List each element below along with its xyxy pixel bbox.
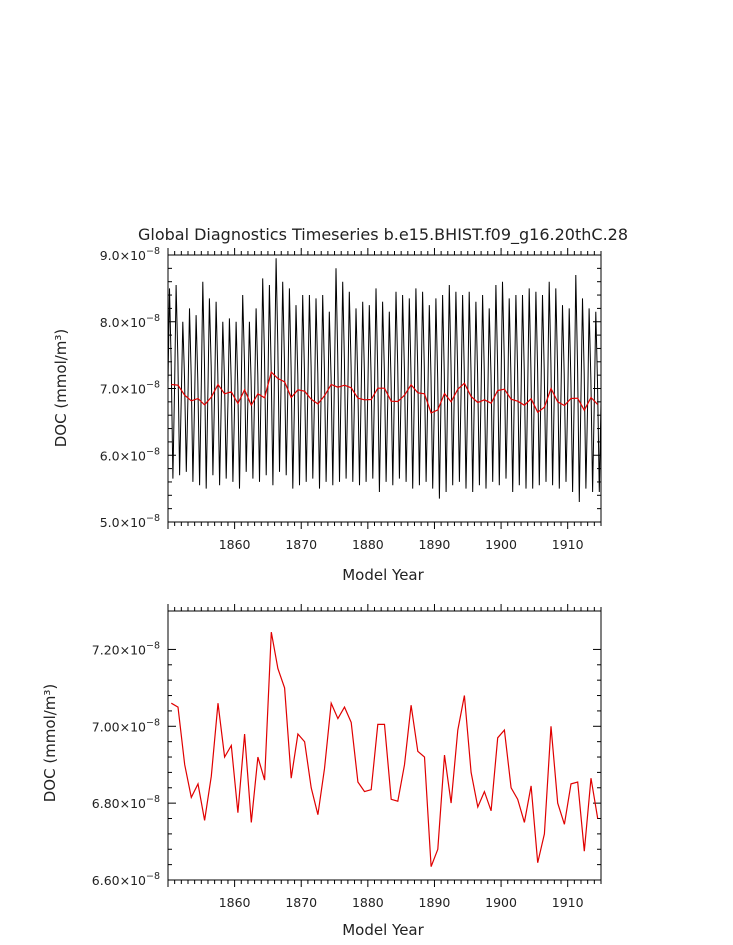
x-tick-label: 1890 bbox=[418, 537, 451, 552]
y-tick-label: $6.80\times 10^{-8}$ bbox=[91, 794, 160, 812]
monthly-series-line bbox=[168, 258, 601, 502]
x-tick-label: 1900 bbox=[485, 895, 517, 910]
y-tick-label: $7.0\times 10^{-8}$ bbox=[99, 379, 160, 397]
x-tick-label: 1880 bbox=[351, 895, 384, 910]
y-tick-label: $5.0\times 10^{-8}$ bbox=[99, 513, 160, 530]
x-tick-label: 1900 bbox=[485, 537, 517, 552]
bottom-y-axis-label: DOC (mmol/m³) bbox=[41, 683, 59, 803]
x-tick-label: 1860 bbox=[218, 537, 251, 552]
bottom-panel bbox=[41, 604, 601, 939]
bottom-plot-area bbox=[92, 604, 601, 910]
top-plot-area bbox=[100, 246, 601, 552]
y-tick-label: $6.0\times 10^{-8}$ bbox=[99, 446, 160, 464]
chart-title: Global Diagnostics Timeseries b.e15.BHIST.f09_g16.20thC.28 bbox=[137, 225, 629, 244]
bottom-x-axis-label: Model Year bbox=[342, 921, 424, 939]
y-tick-label: $9.0\times 10^{-8}$ bbox=[99, 246, 160, 263]
y-tick-label: $6.60\times 10^{-8}$ bbox=[91, 871, 160, 888]
x-tick-label: 1890 bbox=[418, 895, 451, 910]
x-tick-label: 1870 bbox=[285, 537, 318, 552]
x-tick-label: 1880 bbox=[351, 537, 384, 552]
x-tick-label: 1910 bbox=[551, 537, 584, 552]
top-x-axis-label: Model Year bbox=[342, 566, 424, 584]
y-tick-label: $8.0\times 10^{-8}$ bbox=[99, 312, 160, 330]
top-y-axis-label: DOC (mmol/m³) bbox=[52, 328, 70, 448]
top-panel bbox=[52, 225, 628, 584]
y-tick-label: $7.00\times 10^{-8}$ bbox=[91, 717, 160, 735]
annual-mean-line-bottom bbox=[171, 632, 597, 867]
x-tick-label: 1870 bbox=[285, 895, 318, 910]
y-tick-label: $7.20\times 10^{-8}$ bbox=[91, 640, 160, 658]
x-tick-label: 1910 bbox=[551, 895, 584, 910]
x-tick-label: 1860 bbox=[218, 895, 251, 910]
